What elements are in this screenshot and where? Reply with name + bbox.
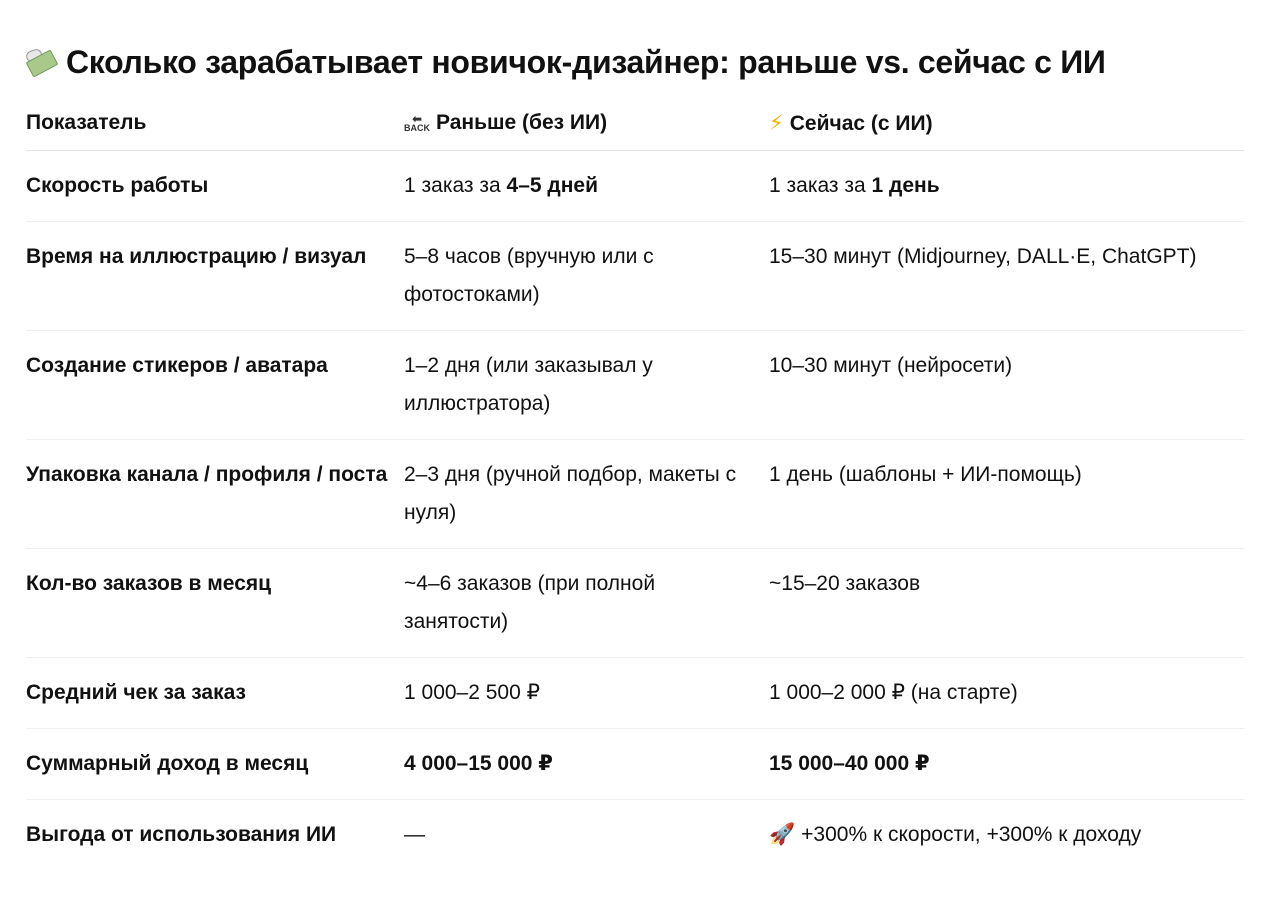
cell-after: 1 день (шаблоны + ИИ-помощь)	[769, 440, 1244, 549]
comparison-table	[26, 96, 1244, 870]
table-row	[26, 729, 1244, 800]
row-label: Время на иллюстрацию / визуал	[26, 222, 404, 331]
cell-before-prefix: 1 заказ за	[404, 174, 507, 197]
table-row	[26, 658, 1244, 729]
cell-before: ~4–6 заказов (при полной занятости)	[404, 549, 769, 658]
cell-after-bold: 1 день	[871, 174, 940, 197]
cell-before: 1 000–2 500 ₽	[404, 658, 769, 729]
rocket-icon: 🚀	[769, 823, 796, 846]
cell-after-prefix: 1 заказ за	[769, 174, 872, 197]
cell-after	[769, 151, 1244, 222]
header-indicator: Показатель	[26, 96, 404, 151]
cell-before: 2–3 дня (ручной подбор, макеты с нуля)	[404, 440, 769, 549]
cell-after: 10–30 минут (нейросети)	[769, 331, 1244, 440]
cell-after: 15–30 минут (Midjourney, DALL·E, ChatGPT)	[769, 222, 1244, 331]
page-title-text: Сколько зарабатывает новичок-дизайнер: раньше vs. сейчас с ИИ	[66, 43, 1106, 80]
row-label: Кол-во заказов в месяц	[26, 549, 404, 658]
row-label: Суммарный доход в месяц	[26, 729, 404, 800]
cell-before: 5–8 часов (вручную или с фотостоками)	[404, 222, 769, 331]
cell-after-text: +300% к скорости, +300% к доходу	[801, 823, 1142, 846]
back-arrow-icon: ⬅ BACK	[404, 111, 430, 133]
cell-after: ~15–20 заказов	[769, 549, 1244, 658]
cell-after: 15 000–40 000 ₽	[769, 729, 1244, 800]
money-with-wings-icon	[26, 48, 56, 76]
header-after	[769, 96, 1244, 151]
row-label: Создание стикеров / аватара	[26, 331, 404, 440]
lightning-icon: ⚡	[769, 111, 784, 135]
page-title	[26, 0, 1254, 88]
cell-before-bold: 4–5 дней	[506, 174, 599, 197]
row-label: Средний чек за заказ	[26, 658, 404, 729]
table-row	[26, 151, 1244, 222]
table-header-row	[26, 96, 1244, 151]
header-before-text: Раньше (без ИИ)	[436, 111, 608, 134]
cell-before: —	[404, 823, 425, 846]
cell-before: 4 000–15 000 ₽	[404, 729, 769, 800]
row-label: Скорость работы	[26, 151, 404, 222]
table-row	[26, 331, 1244, 440]
table-row	[26, 222, 1244, 331]
table-row	[26, 549, 1244, 658]
cell-after: 1 000–2 000 ₽ (на старте)	[769, 658, 1244, 729]
cell-before	[404, 151, 769, 222]
header-before	[404, 96, 769, 151]
table-row	[26, 440, 1244, 549]
row-label: Упаковка канала / профиля / поста	[26, 440, 404, 549]
row-label: Выгода от использования ИИ	[26, 823, 337, 846]
cell-after	[769, 800, 1244, 871]
table-row	[26, 800, 1244, 871]
cell-before: 1–2 дня (или заказывал у иллюстратора)	[404, 331, 769, 440]
header-after-text: Сейчас (с ИИ)	[789, 111, 933, 135]
